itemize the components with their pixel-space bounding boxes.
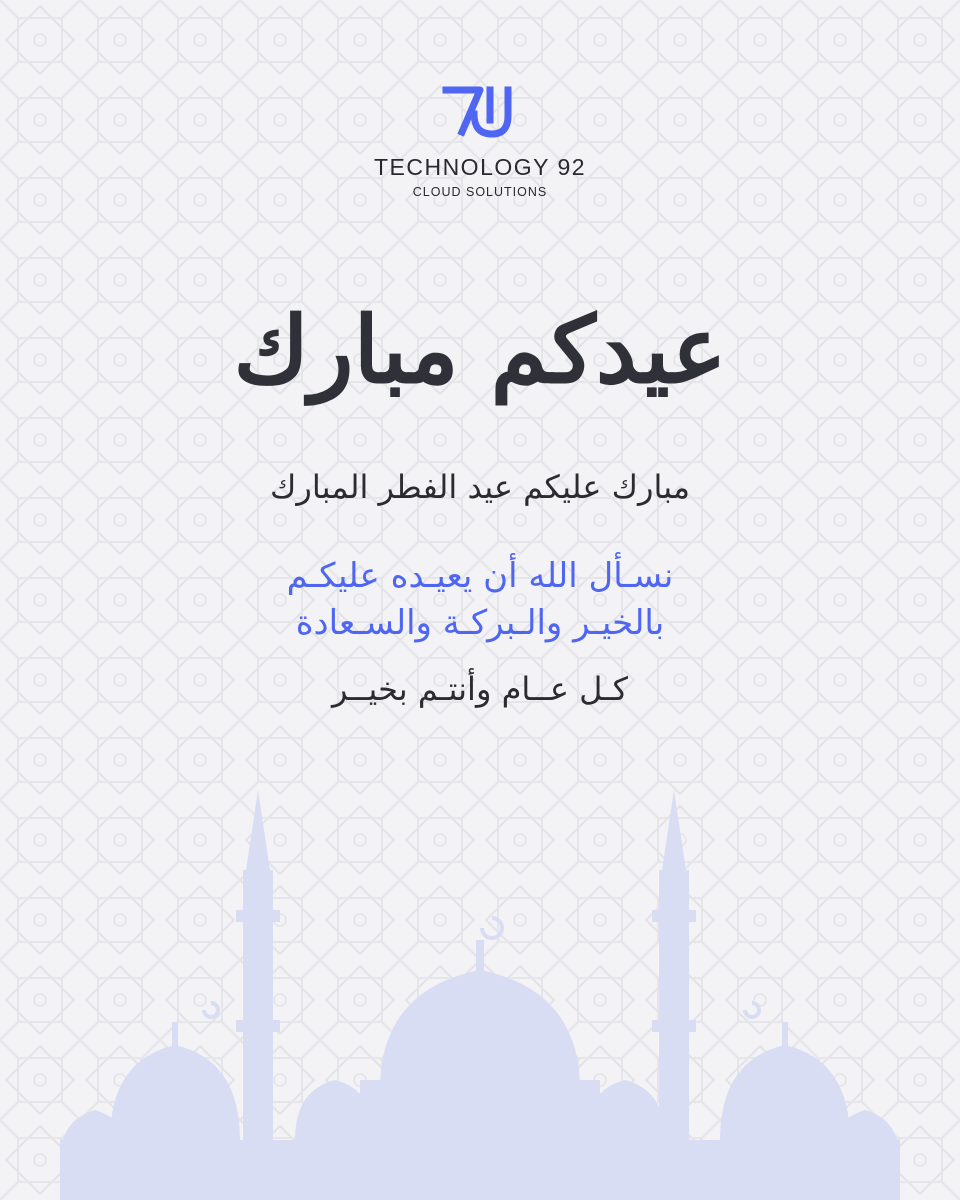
brand-name: TECHNOLOGY 92 <box>373 154 587 180</box>
eid-greeting: مبارك عليكم عيد الفطر المبارك <box>269 468 691 506</box>
eid-calligraphy-title: عيدكم مبارك <box>233 296 727 404</box>
prayer-line-2: بالخيـر والـبركـة والسـعادة <box>295 603 665 643</box>
technology92-logo-icon <box>440 84 520 140</box>
prayer-line-1: نسـأل الله أن يعيـده عليكـم <box>286 556 674 596</box>
brand-tagline: CLOUD SOLUTIONS <box>412 185 548 199</box>
mosque-silhouette-icon <box>0 760 960 1200</box>
closing-wish: كـل عــام وأنتـم بخيــر <box>332 670 628 708</box>
